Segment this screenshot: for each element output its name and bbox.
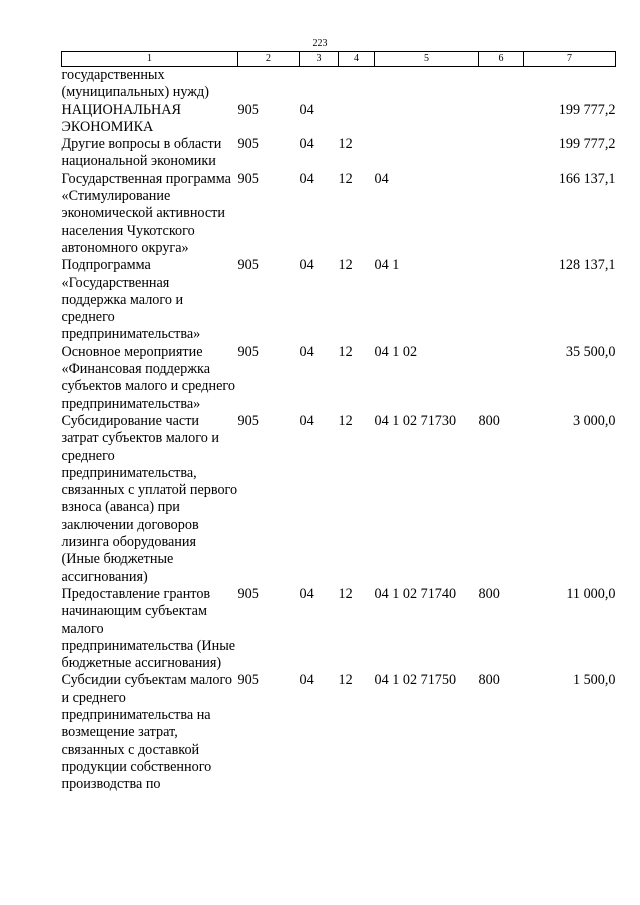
item-name: НАЦИОНАЛЬНАЯ ЭКОНОМИКА [61,101,181,135]
target-article-code: 04 1 02 71740 [374,585,457,602]
target-article-code [375,102,479,137]
item-name: Субсидирование части затрат субъектов малого и среднего предпринимательства, связанных с уплатой первого взноса (аванса) при заключении договоров лизинга оборудования (Иные бюджетные ассигнования) [61,412,238,585]
amount: 11 000,0 [566,585,616,602]
expense-type-code [479,67,524,102]
amount: 3 000,0 [572,412,616,429]
amount: 199 777,2 [558,136,616,153]
item-name: Государственная программа «Стимулирование экономической активности населения Чукотского автономного округа» [61,170,231,256]
ved-code: 905 [237,343,259,360]
amount [524,67,616,102]
expense-type-code: 800 [478,672,500,689]
table-row [62,67,616,102]
expense-type-code [479,257,524,343]
expense-type-code [479,171,524,257]
expense-type-code [479,102,524,137]
section-code: 04 [299,585,314,602]
target-article-code [375,136,479,171]
target-article-code: 04 1 02 71750 [374,672,457,689]
table-row [62,136,616,171]
ved-code: 905 [237,585,259,602]
budget-table [61,51,616,793]
column-header: 5 [375,52,479,67]
table-row [62,344,616,413]
column-header: 6 [479,52,524,67]
ved-code: 905 [237,136,259,153]
table-row [62,672,616,793]
subsection-code: 12 [338,170,353,187]
section-code: 04 [299,170,314,187]
subsection-code: 12 [338,136,353,153]
column-header: 7 [524,52,616,67]
column-header: 1 [62,52,238,67]
section-code: 04 [299,136,314,153]
table-row [62,257,616,343]
item-name: Подпрограмма «Государственная поддержка малого и среднего предпринимательства» [61,257,201,343]
section-code: 04 [299,672,314,689]
amount: 199 777,2 [558,101,616,118]
ved-code: 905 [237,101,259,118]
ved-code: 905 [237,672,259,689]
item-name: Другие вопросы в области национальной экономики [61,136,222,170]
ved-code [238,67,300,102]
subsection-code [339,67,375,102]
page-number: 223 [312,38,328,49]
section-code: 04 [299,101,314,118]
expense-type-code: 800 [478,585,500,602]
subsection-code: 12 [338,672,353,689]
column-number-header-row [62,52,616,67]
column-header: 4 [339,52,375,67]
table-row [62,413,616,586]
target-article-code: 04 1 02 [374,343,418,360]
section-code: 04 [299,257,314,274]
subsection-code: 12 [338,343,353,360]
expense-type-code [479,136,524,171]
expense-type-code: 800 [478,412,500,429]
item-name: государственных (муниципальных) нужд) [61,67,209,101]
amount: 166 137,1 [558,170,616,187]
target-article-code: 04 1 [374,257,400,274]
table-row [62,171,616,257]
target-article-code [375,67,479,102]
ved-code: 905 [237,257,259,274]
subsection-code: 12 [338,412,353,429]
item-name: Основное мероприятие «Финансовая поддержка субъектов малого и среднего предпринимательства» [61,343,235,412]
subsection-code: 12 [338,257,353,274]
target-article-code: 04 1 02 71730 [374,412,457,429]
ved-code: 905 [237,170,259,187]
table-row [62,102,616,137]
target-article-code: 04 [374,170,389,187]
section-code: 04 [299,343,314,360]
subsection-code [339,102,375,137]
table-row [62,586,616,672]
section-code [300,67,339,102]
amount: 35 500,0 [565,343,616,360]
expense-type-code [479,344,524,413]
subsection-code: 12 [338,585,353,602]
section-code: 04 [299,412,314,429]
column-header: 2 [238,52,300,67]
amount: 1 500,0 [572,672,616,689]
column-header: 3 [300,52,339,67]
amount: 128 137,1 [558,257,616,274]
item-name: Предоставление грантов начинающим субъектам малого предпринимательства (Иные бюджетные ассигнования) [61,585,236,672]
item-name: Субсидии субъектам малого и среднего предпринимательства на возмещение затрат, связанных с доставкой продукции собственного производства по [61,672,233,793]
ved-code: 905 [237,412,259,429]
